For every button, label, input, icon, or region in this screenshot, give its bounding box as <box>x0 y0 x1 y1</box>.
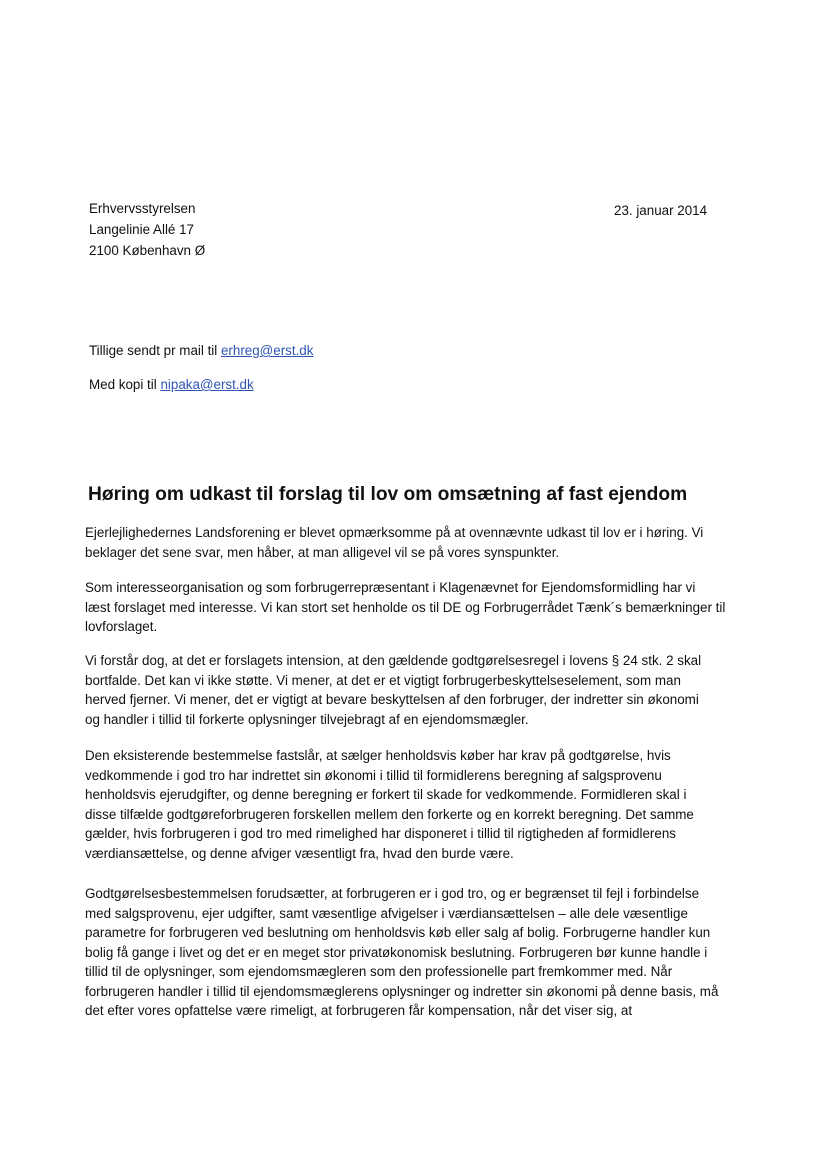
paragraph-line: Som interesseorganisation og som forbrugerrepræsentant i Klagenævnet for Ejendomsformidling har vi <box>85 580 696 595</box>
paragraph-line: herved fjerner. Vi mener, det er vigtigt at bevare beskyttelsen af den forbruger, der indretter sin økonomi <box>85 692 699 707</box>
recipient-address <box>89 198 205 261</box>
recipient-street: Langelinie Allé 17 <box>89 222 194 237</box>
paragraph-line: det efter vores opfattelse være rimeligt, at forbrugeren får kompensation, når det viser sig, at <box>85 1003 633 1018</box>
letter-date: 23. januar 2014 <box>614 203 708 218</box>
paragraph-line: henholdsvis ejerudgifter, og denne beregning er forkert til skade for vedkommende. Formidleren skal i <box>85 787 687 802</box>
recipient-name: Erhvervsstyrelsen <box>89 201 196 216</box>
paragraph-line: Ejerlejlighedernes Landsforening er blevet opmærksomme på at ovennævnte udkast til lov er i høring. Vi <box>85 525 704 540</box>
paragraph-line: vedkommende i god tro har indrettet sin økonomi i tillid til formidlerens beregning af salgsprovenu <box>85 767 662 783</box>
paragraph-line: Godtgørelsesbestemmelsen forudsætter, at forbrugeren er i god tro, og er begrænset til fejl i forbindelse <box>85 886 700 901</box>
email-link-nipaka[interactable]: nipaka@erst.dk <box>160 377 254 392</box>
paragraph-line: Den eksisterende bestemmelse fastslår, at sælger henholdsvis køber har krav på godtgørelse, hvis <box>85 748 671 763</box>
paragraph-line: med salgsprovenu, ejer udgifter, samt væsentlige afvigelser i værdiansættelsen – alle dele væsentlige <box>85 905 688 921</box>
paragraph-line: gælder, hvis forbrugeren i god tro med rimelighed har disponeret i tillid til rigtigheden af formidlerens <box>85 826 676 841</box>
paragraph-line: beklager det sene svar, men håber, at man alligevel vil se på vores synspunkter. <box>85 544 560 560</box>
paragraph <box>85 746 735 863</box>
mail-line-kopi <box>89 376 254 394</box>
recipient-city: 2100 København Ø <box>89 243 206 258</box>
paragraph-line: Vi forstår dog, at det er forslagets intension, at den gældende godtgørelsesregel i lovens § 24 stk. 2 skal <box>85 653 702 668</box>
paragraph <box>85 578 735 637</box>
paragraph-line: disse tilfælde godtgøreforbrugeren forskellen mellem den forkerte og en korrekt beregning. Det samme <box>85 806 694 822</box>
letter-title: Høring om udkast til forslag til lov om omsætning af fast ejendom <box>88 484 688 505</box>
mail-line-tillige <box>89 342 313 360</box>
paragraph-line: forbrugeren handler i tillid til ejendomsmæglerens oplysninger og indretter sin økonomi på denne basis, må <box>85 983 719 999</box>
email-link-erhreg[interactable]: erhreg@erst.dk <box>220 343 314 358</box>
paragraph-line: værdiansættelse, og denne afviger væsentligt fra, hvad den burde være. <box>85 845 514 861</box>
paragraph-line: parametre for forbrugeren ved beslutning om henholdsvis køb eller salg af bolig. Forbrugerne handler kun <box>85 925 711 940</box>
paragraph-line: lovforslaget. <box>85 619 158 634</box>
paragraph-line: bolig få gange i livet og det er en meget stor privatøkonomisk beslutning. Forbrugeren bør kunne handle i <box>85 944 708 960</box>
paragraph-line: og handler i tillid til forkerte oplysninger tilvejebragt af en ejendomsmægler. <box>85 711 529 727</box>
paragraph <box>85 884 735 1021</box>
paragraph-line: bortfalde. Det kan vi ikke støtte. Vi mener, at det er et vigtigt forbrugerbeskyttelseselement, som man <box>85 672 681 688</box>
mail-line-prefix: Med kopi til <box>89 377 161 392</box>
paragraph-line: tillid til de oplysninger, som ejendomsmægleren som den professionelle part fremkommer med. Når <box>85 964 673 979</box>
mail-line-prefix: Tillige sendt pr mail til <box>89 343 221 358</box>
paragraph <box>85 523 735 562</box>
paragraph-line: læst forslaget med interesse. Vi kan stort set henholde os til DE og Forbrugerrådet Tænk´s bemærkninger til <box>85 599 726 615</box>
paragraph <box>85 651 735 729</box>
